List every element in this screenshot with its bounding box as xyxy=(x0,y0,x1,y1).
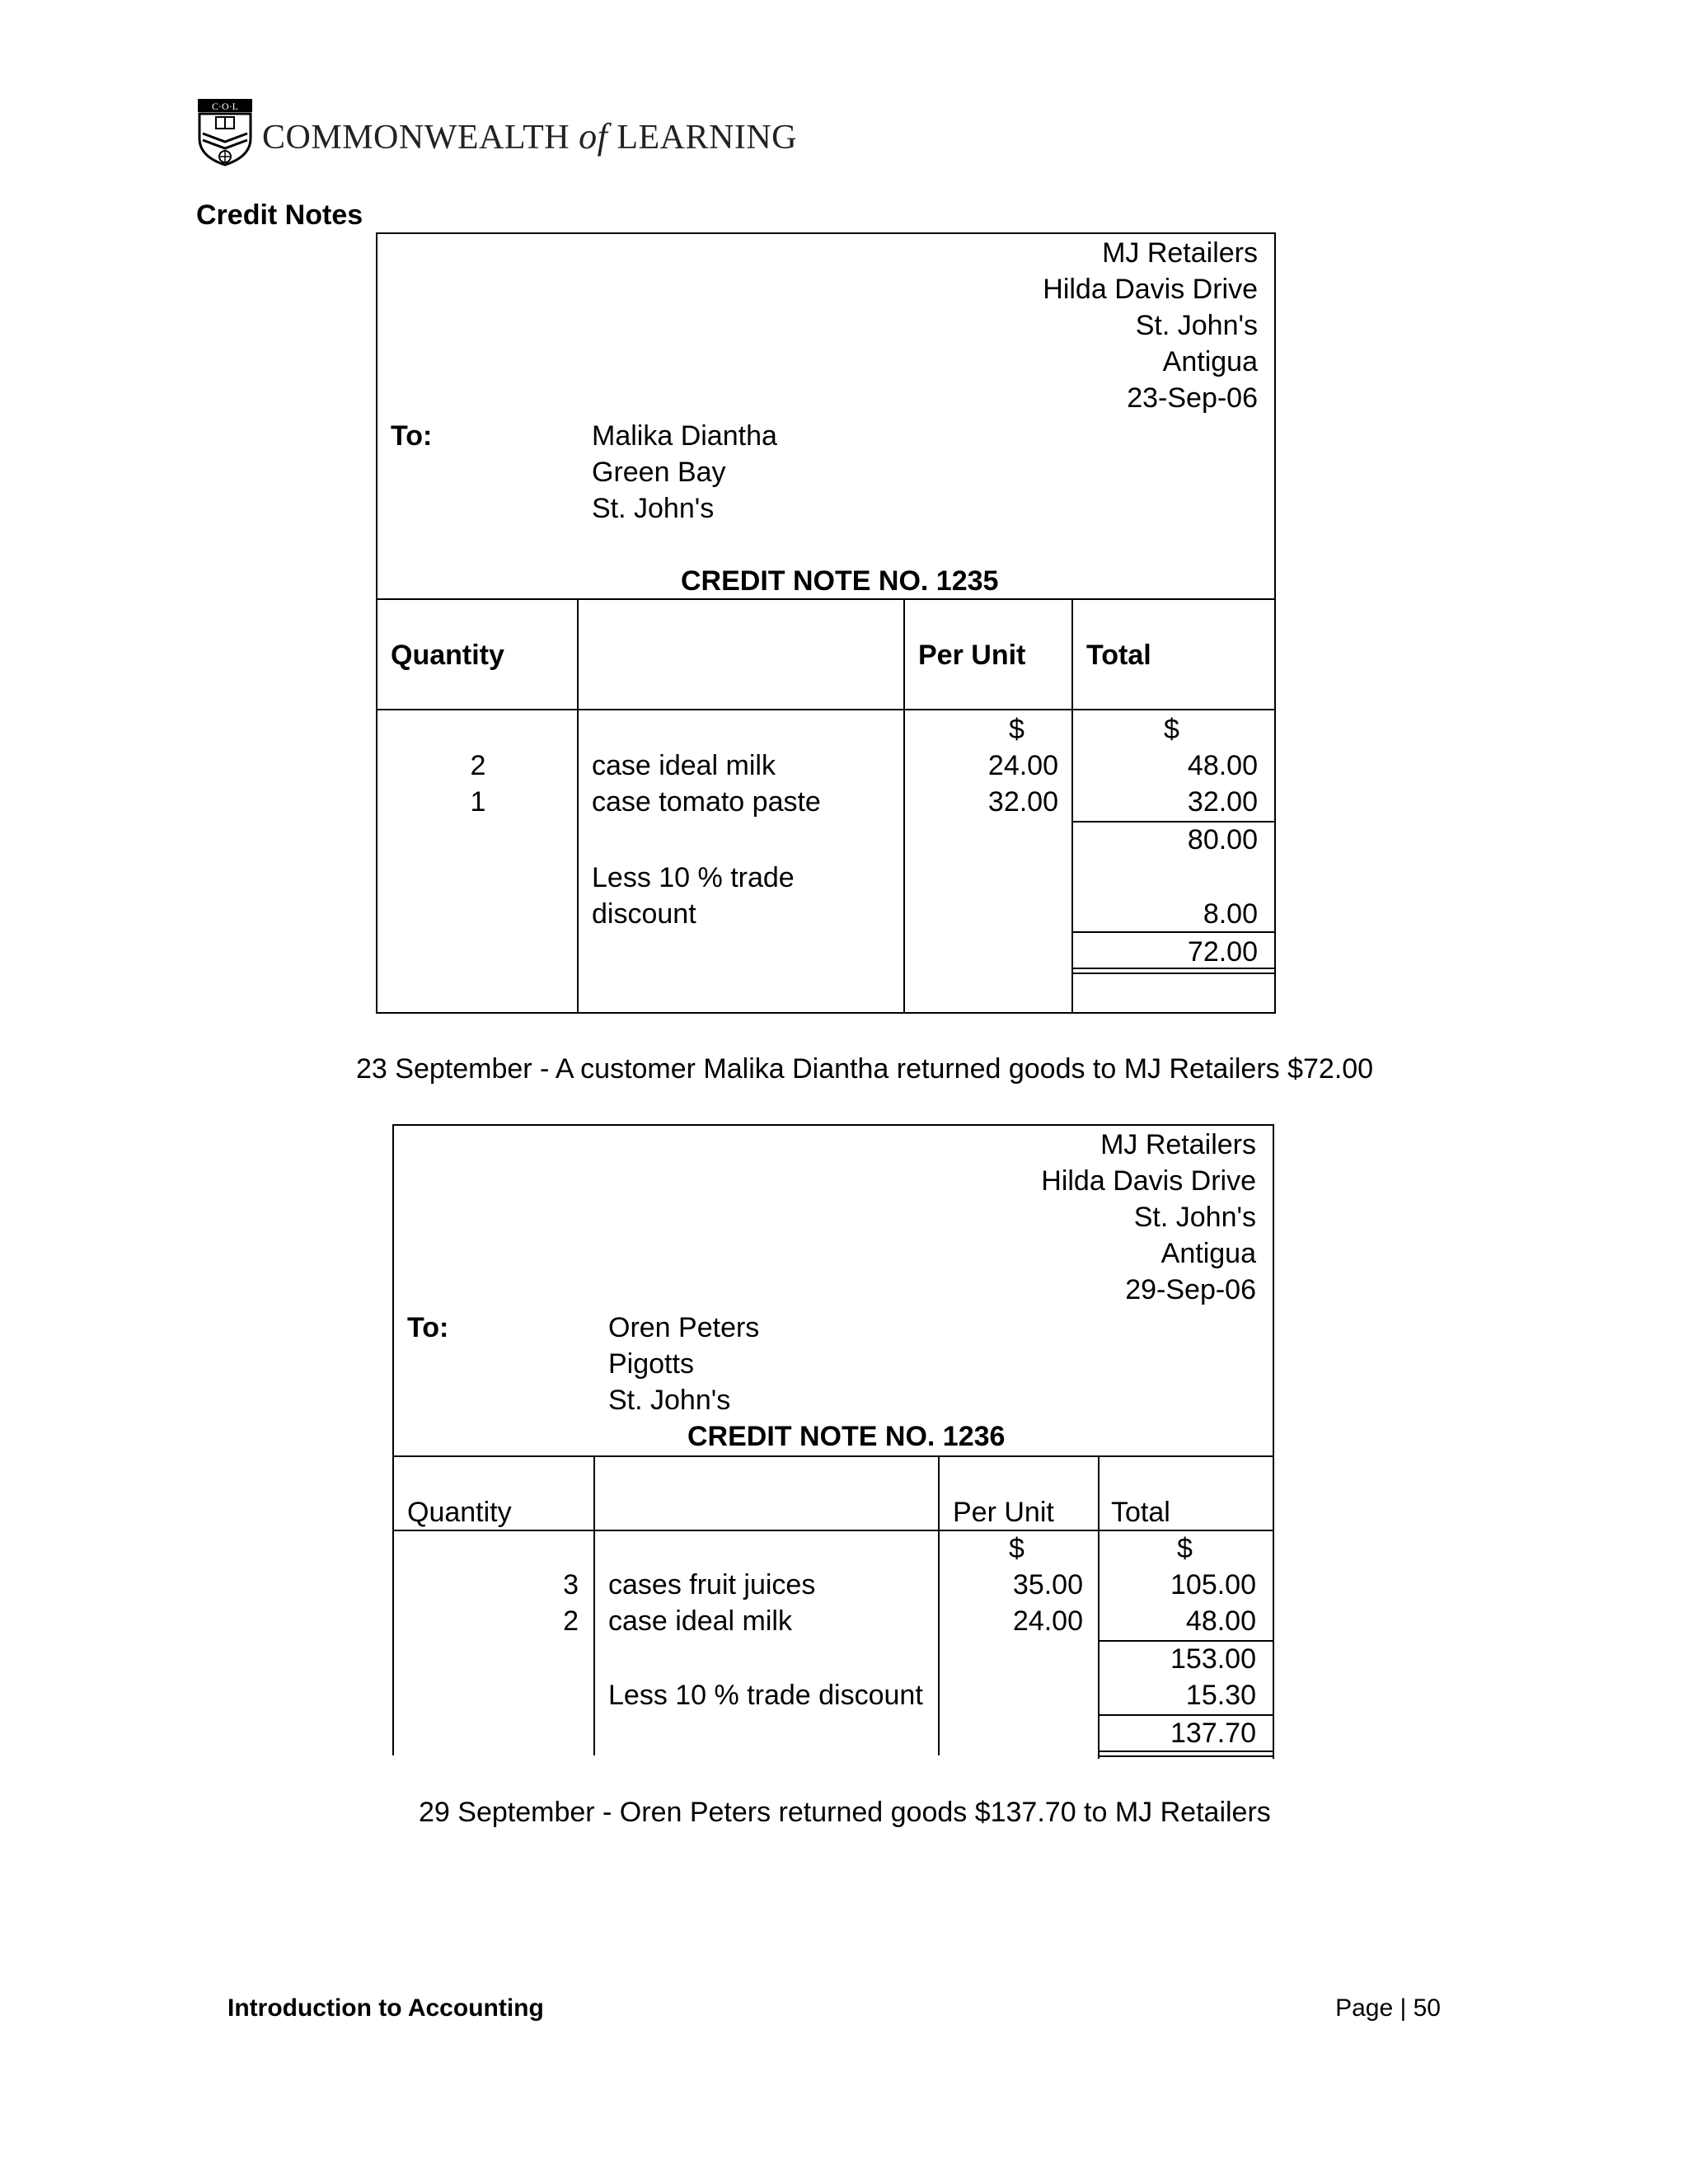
column-divider xyxy=(1273,1124,1274,1759)
discount-amount: 15.30 xyxy=(1185,1680,1256,1711)
divider xyxy=(376,598,1276,600)
column-divider xyxy=(593,1455,595,1755)
net-rule xyxy=(1098,1714,1274,1716)
item-total: 48.00 xyxy=(1185,1605,1256,1637)
col-header-total: Total xyxy=(1111,1497,1170,1528)
sender-country: Antigua xyxy=(1160,1238,1256,1269)
credit-note-title: CREDIT NOTE NO. 1236 xyxy=(687,1421,1006,1452)
col-header-quantity: Quantity xyxy=(407,1497,512,1528)
item-total: 105.00 xyxy=(1170,1569,1256,1601)
net-total: 137.70 xyxy=(1170,1718,1256,1749)
credit-note-border xyxy=(376,232,1276,1014)
logo-badge-text: C·O·L xyxy=(212,101,238,112)
recipient-name: Oren Peters xyxy=(608,1312,760,1343)
divider xyxy=(392,1455,1274,1457)
item-quantity: 2 xyxy=(563,1605,579,1637)
credit-note-date: 29-Sep-06 xyxy=(1125,1274,1256,1305)
currency-symbol: $ xyxy=(1009,714,1025,745)
double-rule xyxy=(1098,1750,1274,1752)
recipient-street: Pigotts xyxy=(608,1348,694,1380)
item-quantity: 1 xyxy=(470,786,486,818)
to-label: To: xyxy=(407,1312,449,1343)
double-rule xyxy=(1071,968,1276,969)
subtotal: 80.00 xyxy=(1187,824,1258,855)
item-unit-price: 35.00 xyxy=(1012,1569,1083,1601)
col-wordmark xyxy=(262,115,797,157)
column-divider xyxy=(938,1455,940,1755)
net-total: 72.00 xyxy=(1187,936,1258,968)
sender-street: Hilda Davis Drive xyxy=(1043,274,1258,305)
col-header-per-unit: Per Unit xyxy=(953,1497,1054,1528)
footer-course-title: Introduction to Accounting xyxy=(227,1994,544,2022)
col-header-total: Total xyxy=(1086,640,1151,671)
item-description: cases fruit juices xyxy=(608,1569,816,1601)
col-header-per-unit: Per Unit xyxy=(918,640,1026,671)
column-divider xyxy=(1098,1455,1100,1759)
currency-symbol: $ xyxy=(1164,714,1179,745)
sender-name: MJ Retailers xyxy=(1102,237,1258,269)
double-rule xyxy=(1071,972,1276,974)
recipient-name: Malika Diantha xyxy=(592,420,777,452)
item-quantity: 3 xyxy=(563,1569,579,1601)
column-divider xyxy=(1071,598,1073,1014)
sender-city: St. John's xyxy=(1133,1202,1256,1233)
column-divider xyxy=(577,598,579,1014)
sender-country: Antigua xyxy=(1162,346,1258,377)
divider xyxy=(392,1124,1274,1126)
double-rule xyxy=(1098,1755,1274,1757)
recipient-city: St. John's xyxy=(608,1385,731,1416)
caption: 23 September - A customer Malika Diantha returned goods to MJ Retailers $72.00 xyxy=(356,1053,1374,1085)
logo-text-of: of xyxy=(579,116,608,157)
col-header-quantity: Quantity xyxy=(391,640,504,671)
logo-text-part: COMMONWEALTH xyxy=(262,119,579,157)
net-rule xyxy=(1071,931,1276,933)
subtotal-rule xyxy=(1071,821,1276,823)
recipient-street: Green Bay xyxy=(592,457,726,488)
recipient-city: St. John's xyxy=(592,493,715,524)
item-quantity: 2 xyxy=(470,750,486,781)
item-description: case tomato paste xyxy=(592,786,821,818)
discount-label: discount xyxy=(592,898,696,930)
item-description: case ideal milk xyxy=(608,1605,792,1637)
column-divider xyxy=(903,598,905,1014)
credit-note-title: CREDIT NOTE NO. 1235 xyxy=(681,565,999,597)
item-total: 48.00 xyxy=(1187,750,1258,781)
to-label: To: xyxy=(391,420,433,452)
discount-label: Less 10 % trade xyxy=(592,862,795,893)
currency-symbol: $ xyxy=(1009,1533,1025,1564)
section-title: Credit Notes xyxy=(196,199,363,231)
divider xyxy=(376,709,1276,710)
item-description: case ideal milk xyxy=(592,750,776,781)
sender-city: St. John's xyxy=(1135,310,1258,341)
subtotal-rule xyxy=(1098,1640,1274,1642)
discount-amount: 8.00 xyxy=(1203,898,1258,930)
caption: 29 September - Oren Peters returned goods $137.70 to MJ Retailers xyxy=(419,1797,1271,1828)
item-unit-price: 24.00 xyxy=(1012,1605,1083,1637)
column-divider xyxy=(392,1124,394,1755)
sender-street: Hilda Davis Drive xyxy=(1041,1165,1256,1197)
footer-page-number: Page | 50 xyxy=(1335,1994,1441,2022)
divider xyxy=(392,1530,1274,1531)
item-unit-price: 32.00 xyxy=(987,786,1058,818)
currency-symbol: $ xyxy=(1177,1533,1193,1564)
subtotal: 153.00 xyxy=(1170,1643,1256,1675)
col-shield-logo xyxy=(196,97,254,166)
sender-name: MJ Retailers xyxy=(1100,1129,1256,1160)
item-unit-price: 24.00 xyxy=(987,750,1058,781)
item-total: 32.00 xyxy=(1187,786,1258,818)
credit-note-date: 23-Sep-06 xyxy=(1127,382,1258,414)
logo-text-part: LEARNING xyxy=(607,119,797,157)
discount-label: Less 10 % trade discount xyxy=(608,1680,923,1711)
